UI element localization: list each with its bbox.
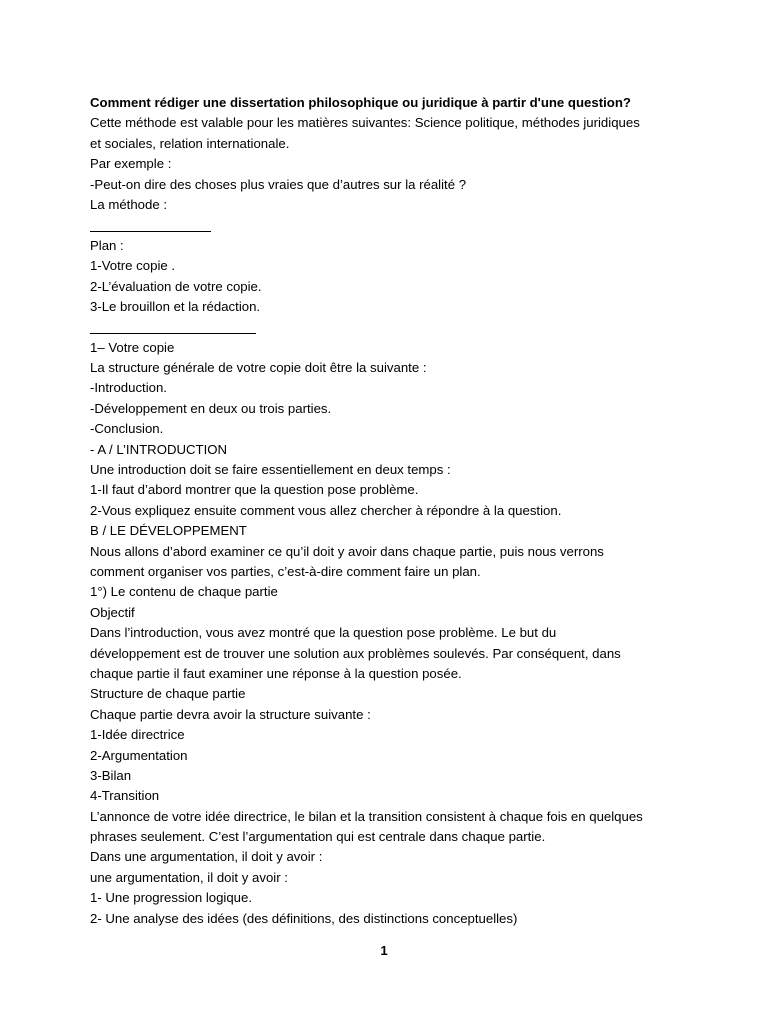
- text-line: Dans une argumentation, il doit y avoir :: [90, 849, 323, 865]
- text-line: 1°) Le contenu de chaque partie: [90, 584, 278, 600]
- document-title: Comment rédiger une dissertation philosophique ou juridique à partir d'une question?: [90, 95, 631, 110]
- text-line: 2-L’évaluation de votre copie.: [90, 278, 262, 294]
- text-line: B / LE DÉVELOPPEMENT: [90, 523, 247, 539]
- text-line: 1- Une progression logique.: [90, 890, 253, 906]
- text-line: Cette méthode est valable pour les matières suivantes: Science politique, méthodes juridiques: [90, 115, 640, 131]
- text-line: phrases seulement. C’est l’argumentation qui est centrale dans chaque partie.: [90, 829, 546, 845]
- text-line: Structure de chaque partie: [90, 686, 246, 702]
- text-line: comment organiser vos parties, c’est-à-dire comment faire un plan.: [90, 563, 481, 579]
- page-number: 1: [380, 943, 388, 958]
- text-line: Par exemple :: [90, 156, 172, 172]
- text-line: 2- Une analyse des idées (des définitions, des distinctions conceptuelles): [90, 910, 518, 926]
- text-line: Dans l’introduction, vous avez montré que la question pose problème. Le but du: [90, 625, 557, 641]
- text-line: L’annonce de votre idée directrice, le bilan et la transition consistent à chaque fois en quelques: [90, 808, 643, 824]
- text-line: - A / L’INTRODUCTION: [90, 441, 228, 457]
- separator-line: [90, 215, 690, 235]
- text-line: chaque partie il faut examiner une réponse à la question posée.: [90, 665, 462, 681]
- text-line: 1-Idée directrice: [90, 727, 185, 743]
- text-line: Plan :: [90, 237, 124, 253]
- text-line: développement est de trouver une solution aux problèmes soulevés. Par conséquent, dans: [90, 645, 621, 661]
- text-line: 4-Transition: [90, 788, 160, 804]
- text-line: Chaque partie devra avoir la structure suivante :: [90, 706, 371, 722]
- text-line: 1– Votre copie: [90, 339, 175, 355]
- document-body: [90, 93, 690, 929]
- text-line: -Conclusion.: [90, 421, 164, 437]
- text-line: -Introduction.: [90, 380, 167, 396]
- text-line: 3-Le brouillon et la rédaction.: [90, 298, 261, 314]
- text-line: Une introduction doit se faire essentiellement en deux temps :: [90, 462, 451, 478]
- text-line: Objectif: [90, 604, 135, 620]
- text-line: -Développement en deux ou trois parties.: [90, 400, 332, 416]
- text-line: 3-Bilan: [90, 767, 132, 783]
- text-line: -Peut-on dire des choses plus vraies que d’autres sur la réalité ?: [90, 176, 467, 192]
- text-line: 2-Vous expliquez ensuite comment vous allez chercher à répondre à la question.: [90, 502, 562, 518]
- text-line: 1-Il faut d’abord montrer que la question pose problème.: [90, 482, 419, 498]
- text-line: une argumentation, il doit y avoir :: [90, 869, 288, 885]
- text-line: La méthode :: [90, 196, 167, 212]
- text-line: La structure générale de votre copie doit être la suivante :: [90, 360, 427, 376]
- separator-line: [90, 317, 690, 337]
- text-line: Nous allons d’abord examiner ce qu’il doit y avoir dans chaque partie, puis nous verrons: [90, 543, 604, 559]
- text-line: 1-Votre copie .: [90, 258, 176, 274]
- text-line: 2-Argumentation: [90, 747, 188, 763]
- text-line: et sociales, relation internationale.: [90, 135, 290, 151]
